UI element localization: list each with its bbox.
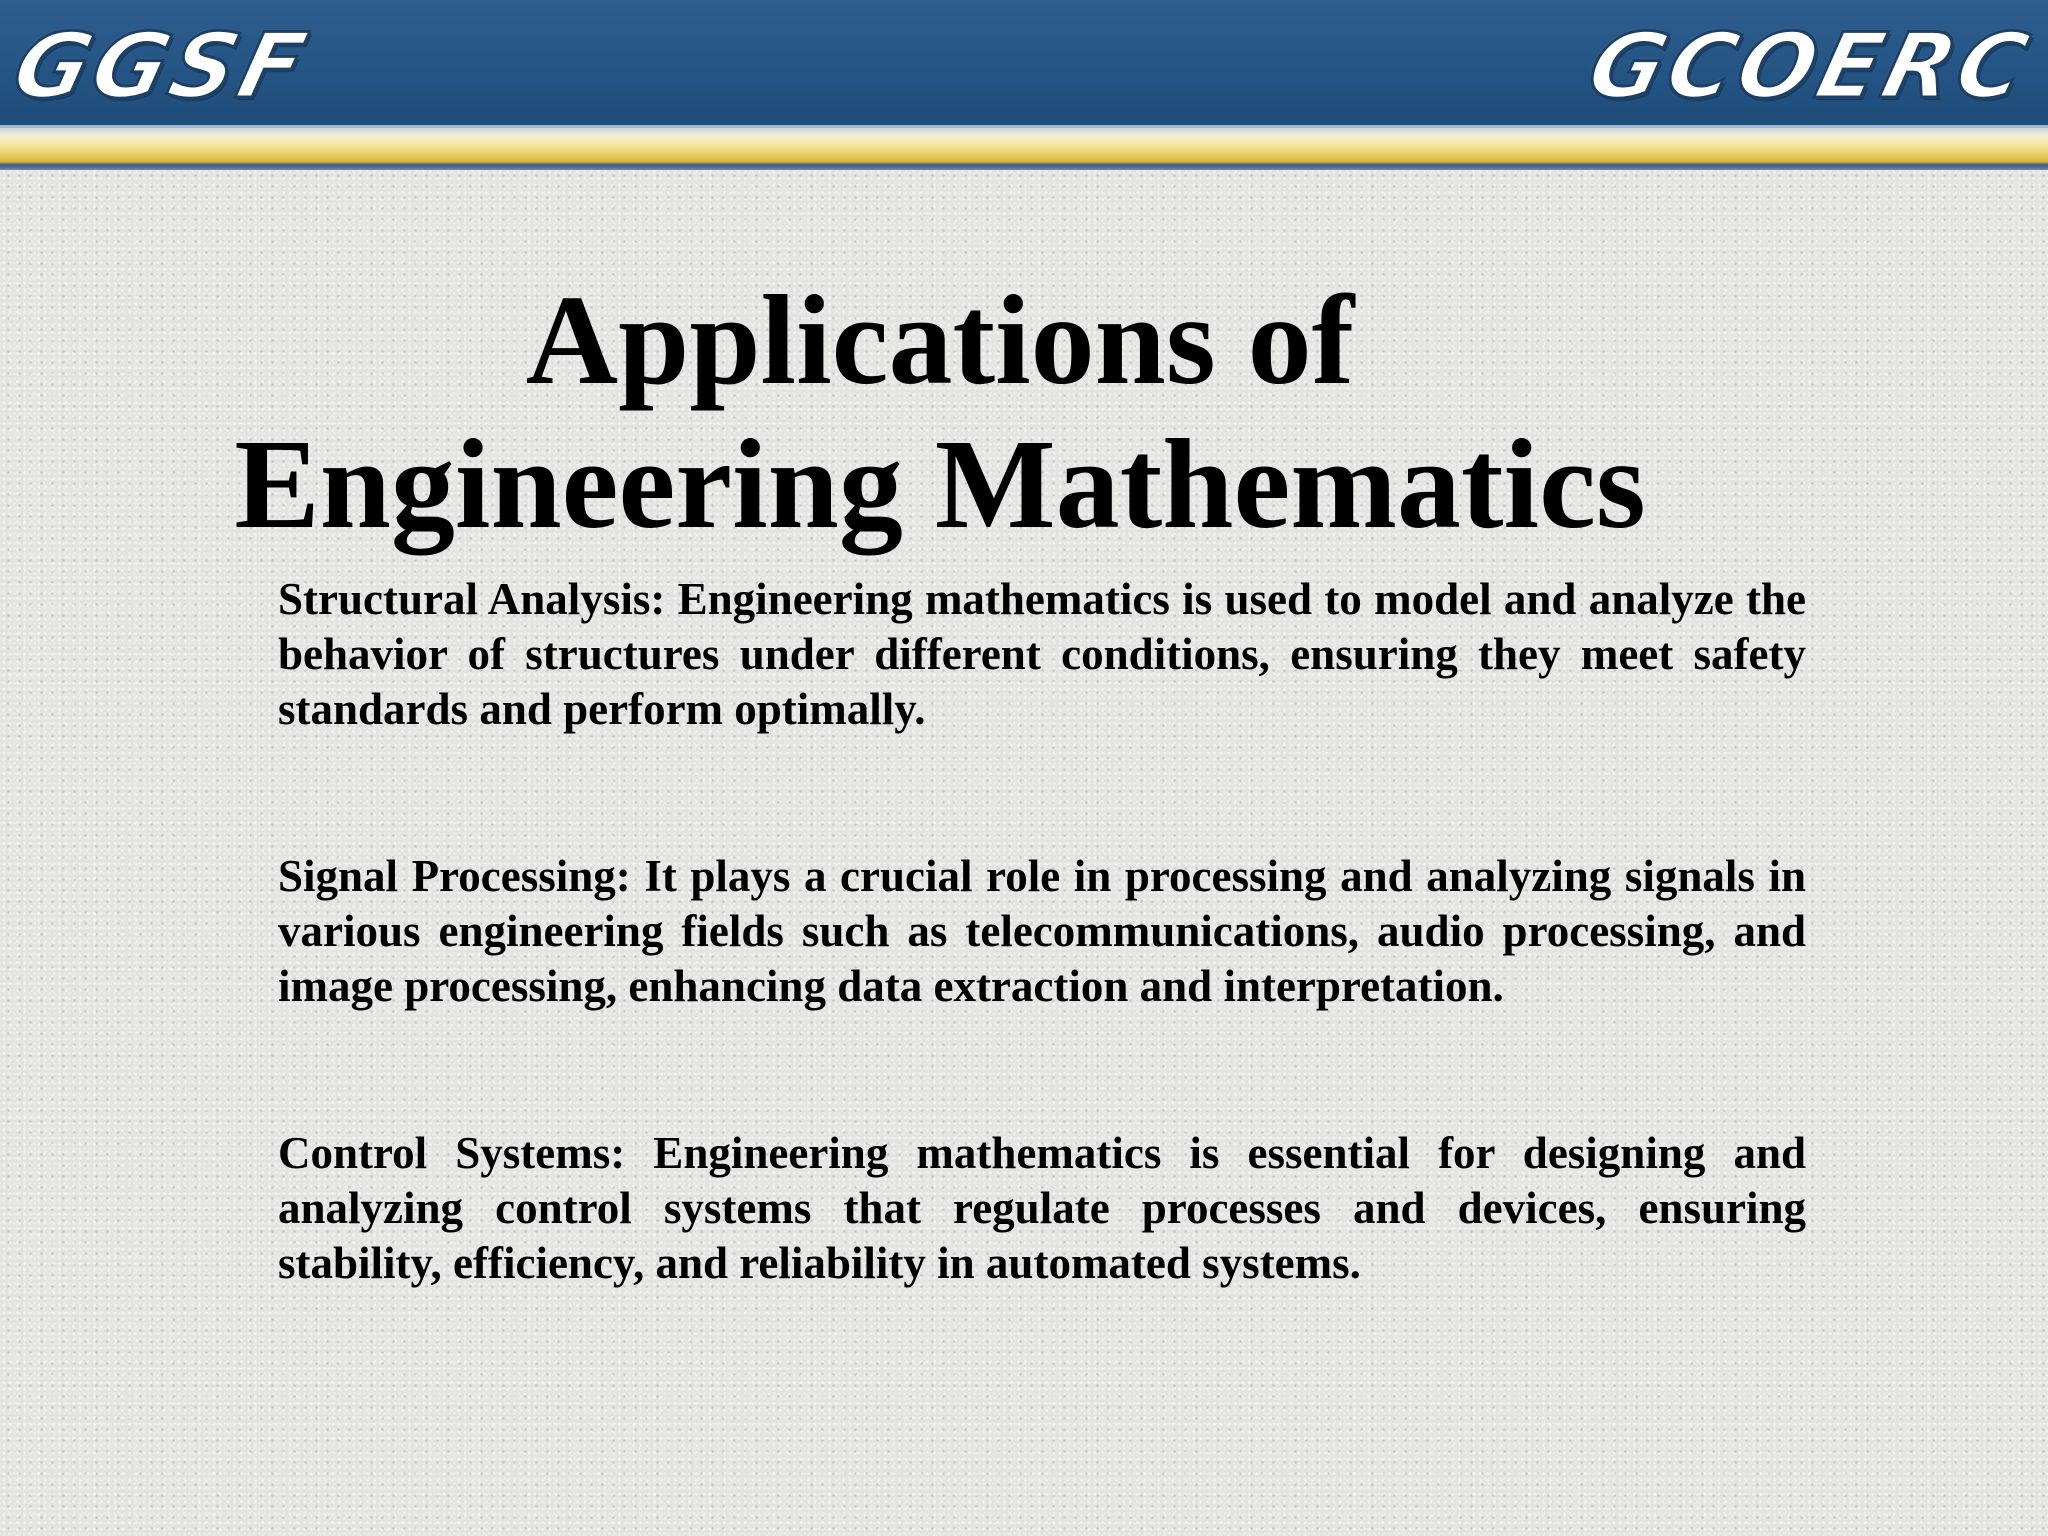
gcoerc-logo: GCOERC: [1577, 14, 2042, 119]
slide-title: [0, 268, 1880, 556]
ggsf-logo: GGSF: [3, 14, 320, 119]
slide-body: [278, 572, 1806, 1291]
paragraph-structural-analysis: Structural Analysis: Engineering mathematics is used to model and analyze the behavior of structures under different conditions, ensuring they meet safety standards and perform optimally.: [278, 574, 1806, 734]
header-banner: [0, 0, 2048, 128]
slide-title-line-1: Applications of: [525, 269, 1355, 411]
header-gold-stripe: [0, 128, 2048, 170]
slide-title-line-2: Engineering Mathematics: [234, 413, 1646, 555]
paragraph-signal-processing: Signal Processing: It plays a crucial role in processing and analyzing signals in various engineering fields such as telecommunications, audio processing, and image processing, enhancing data extraction and interpretation.: [278, 851, 1806, 1011]
paragraph-control-systems: Control Systems: Engineering mathematics is essential for designing and analyzing control systems that regulate processes and devices, ensuring stability, efficiency, and reliability in automated systems.: [278, 1128, 1806, 1288]
